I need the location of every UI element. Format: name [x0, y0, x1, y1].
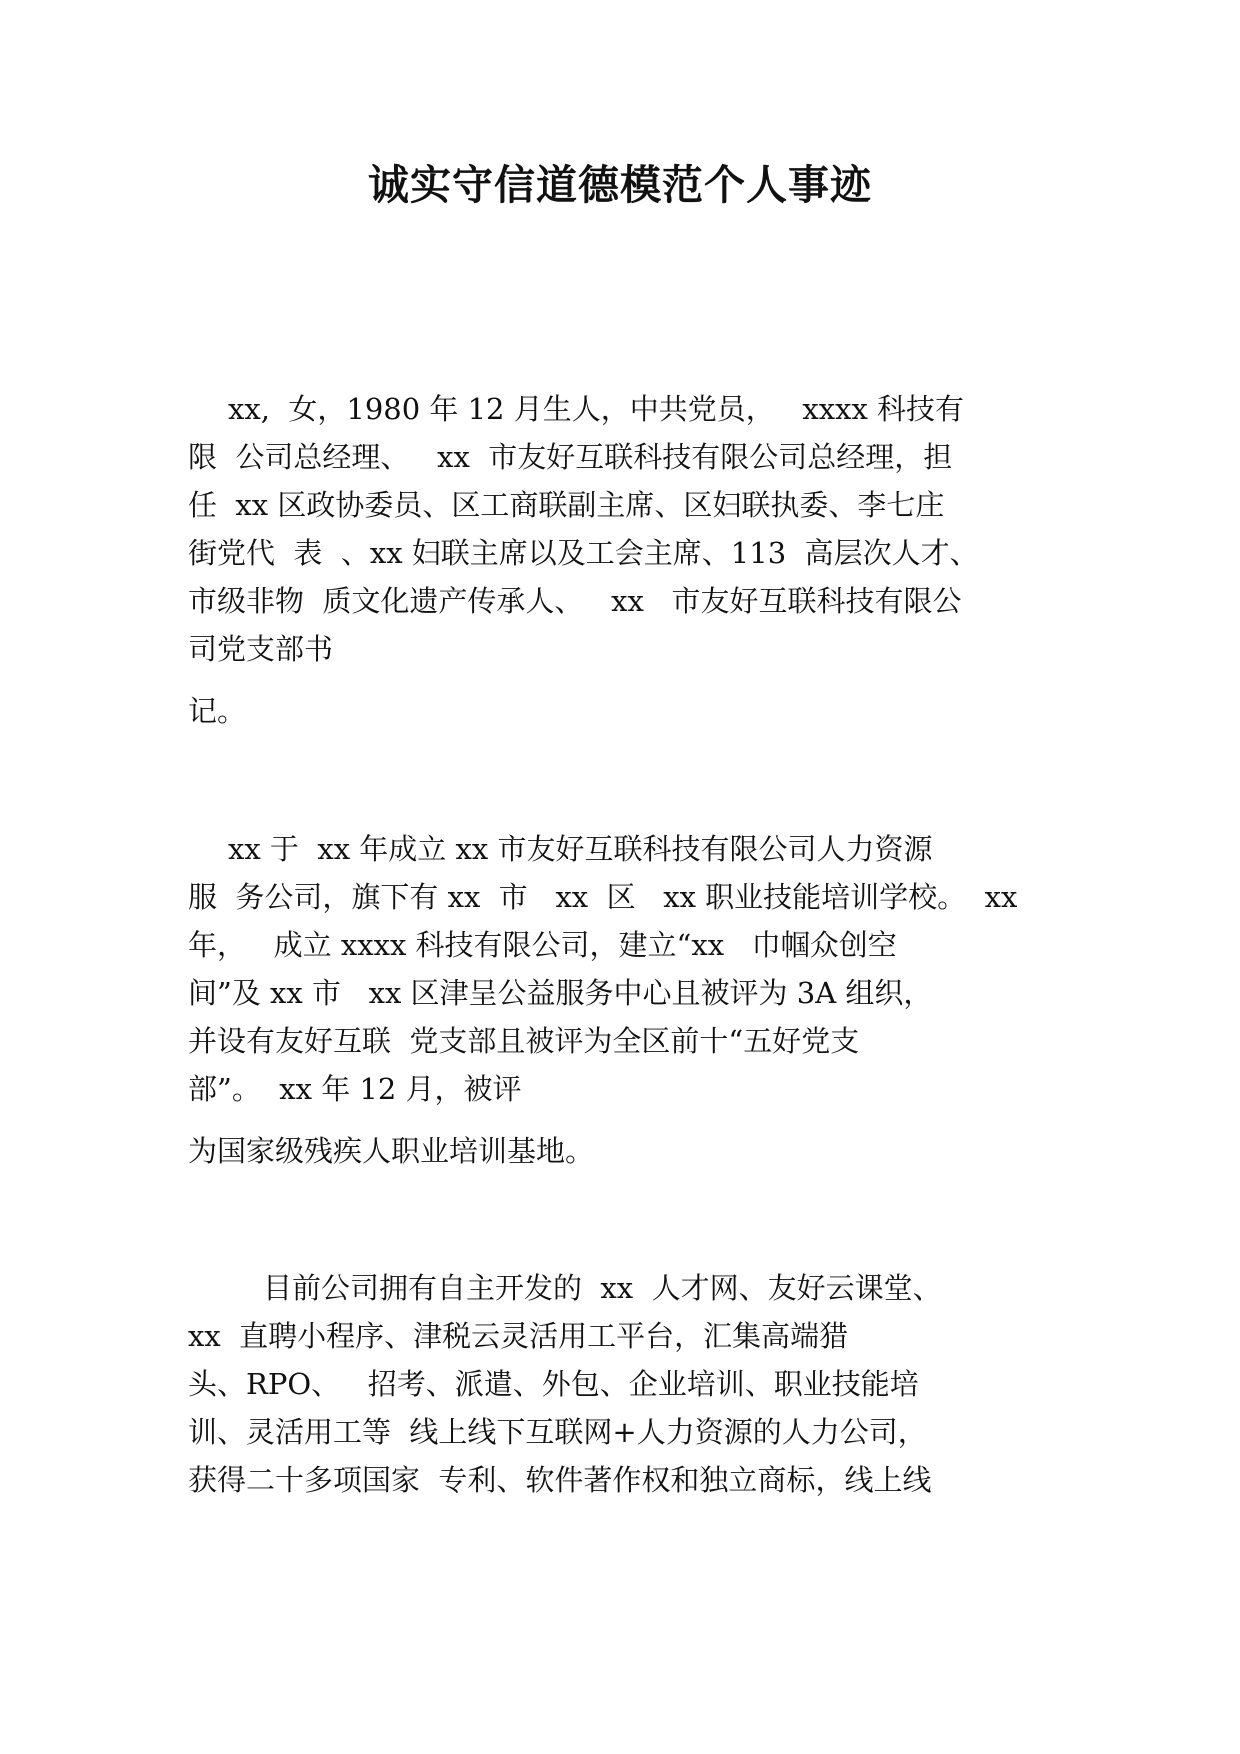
paragraph-line: 街党代 表 、xx 妇联主席以及工会主席、113 高层次人才、 [188, 536, 979, 570]
paragraph-tail: 记。 [188, 694, 247, 728]
paragraph-line: 并设有友好互联 党支部且被评为全区前十“五好党支 [188, 1024, 860, 1058]
paragraph-line: 服 务公司，旗下有 xx 市 xx 区 xx 职业技能培训学校。 xx [188, 880, 1018, 914]
paragraph-tail: 为国家级残疾人职业培训基地。 [188, 1134, 595, 1168]
paragraph-line: 司党支部书 [188, 632, 334, 666]
paragraph-line: xx, 女，1980 年 12 月生人，中共党员， xxxx 科技有 [228, 392, 965, 426]
paragraph-line: xx 直聘小程序、津税云灵活用工平台，汇集高端猎 [188, 1319, 849, 1353]
paragraph-line: 市级非物 质文化遗产传承人、 xx 市友好互联科技有限公 [188, 584, 962, 618]
paragraph-line: 获得二十多项国家 专利、软件著作权和独立商标，线上线 [188, 1463, 932, 1497]
paragraph-line: 头、RPO、 招考、派遣、外包、企业培训、职业技能培 [188, 1367, 919, 1401]
paragraph-line: 目前公司拥有自主开发的 xx 人才网、友好云课堂、 [263, 1271, 942, 1305]
paragraph-line: 间”及 xx 市 xx 区津呈公益服务中心且被评为 3A 组织， [188, 976, 933, 1010]
paragraph-line: xx 于 xx 年成立 xx 市友好互联科技有限公司人力资源 [228, 832, 933, 866]
paragraph-line: 限 公司总经理、 xx 市友好互联科技有限公司总经理，担 [188, 440, 953, 474]
paragraph-line: 年， 成立 xxxx 科技有限公司，建立“xx 巾帼众创空 [188, 928, 897, 962]
paragraph-line: 部”。 xx 年 12 月，被评 [188, 1072, 522, 1106]
paragraph-line: 任 xx 区政协委员、区工商联副主席、区妇联执委、李七庄 [188, 488, 945, 522]
document-title: 诚实守信道德模范个人事迹 [368, 161, 872, 209]
paragraph-line: 训、灵活用工等 线上线下互联网+人力资源的人力公司， [188, 1415, 927, 1449]
